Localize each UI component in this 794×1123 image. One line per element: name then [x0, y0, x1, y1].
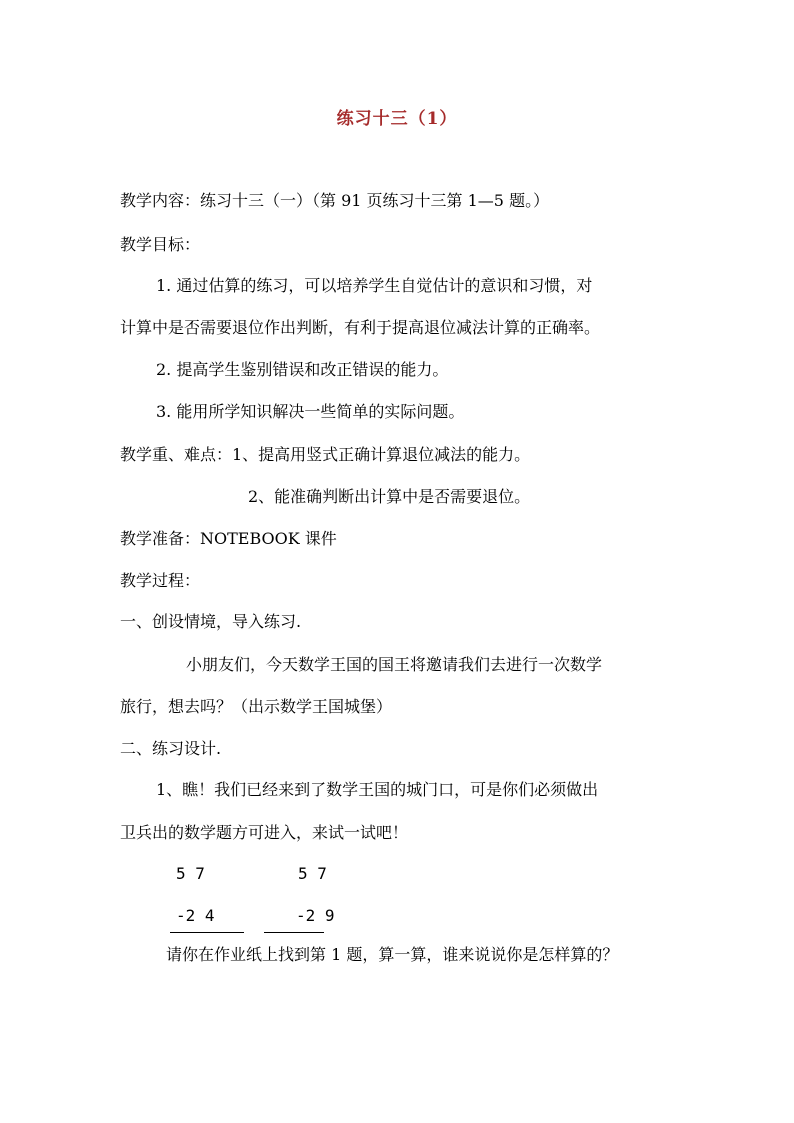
problem-1-minuend: 5 7	[176, 864, 205, 883]
section-2-item-1-line-1: 1、瞧！我们已经来到了数学王国的城门口，可是你们必须做出	[156, 780, 599, 799]
section-1-paragraph-line-1: 小朋友们，今天数学王国的国王将邀请我们去进行一次数学	[186, 655, 603, 674]
problem-2-subtrahend: -2 9	[296, 906, 335, 925]
problem-2-minuend: 5 7	[298, 864, 327, 883]
section-2-heading: 二、练习设计.	[120, 739, 222, 758]
problem-1-underline	[170, 932, 244, 933]
prompt-line: 请你在作业纸上找到第 1 题，算一算，谁来说说你是怎样算的？	[166, 945, 619, 964]
goal-item-1-line-1: 1. 通过估算的练习，可以培养学生自觉估计的意识和习惯，对	[156, 276, 593, 295]
document-title: 练习十三（1）	[336, 109, 458, 129]
goal-item-3: 3. 能用所学知识解决一些简单的实际问题。	[156, 402, 465, 421]
teaching-content-line: 教学内容：练习十三（一）（第 91 页练习十三第 1—5 题。）	[120, 191, 550, 210]
section-2-item-1-line-2: 卫兵出的数学题方可进入，来试一试吧！	[120, 823, 409, 842]
problem-2-underline	[264, 932, 324, 933]
section-1-paragraph-line-2: 旅行，想去吗？（出示数学王国城堡）	[120, 697, 393, 716]
preparation-line: 教学准备：NOTEBOOK 课件	[120, 529, 337, 548]
key-points-line-1: 教学重、难点：1、提高用竖式正确计算退位减法的能力。	[120, 445, 531, 464]
goals-heading: 教学目标：	[120, 235, 201, 254]
problem-1-subtrahend: -2 4	[176, 906, 215, 925]
goal-item-2: 2. 提高学生鉴别错误和改正错误的能力。	[156, 360, 449, 379]
key-points-line-2: 2、能准确判断出计算中是否需要退位。	[248, 487, 531, 506]
section-1-heading: 一、创设情境，导入练习.	[120, 612, 302, 631]
goal-item-1-line-2: 计算中是否需要退位作出判断，有利于提高退位减法计算的正确率。	[120, 318, 601, 337]
process-heading: 教学过程：	[120, 571, 201, 590]
